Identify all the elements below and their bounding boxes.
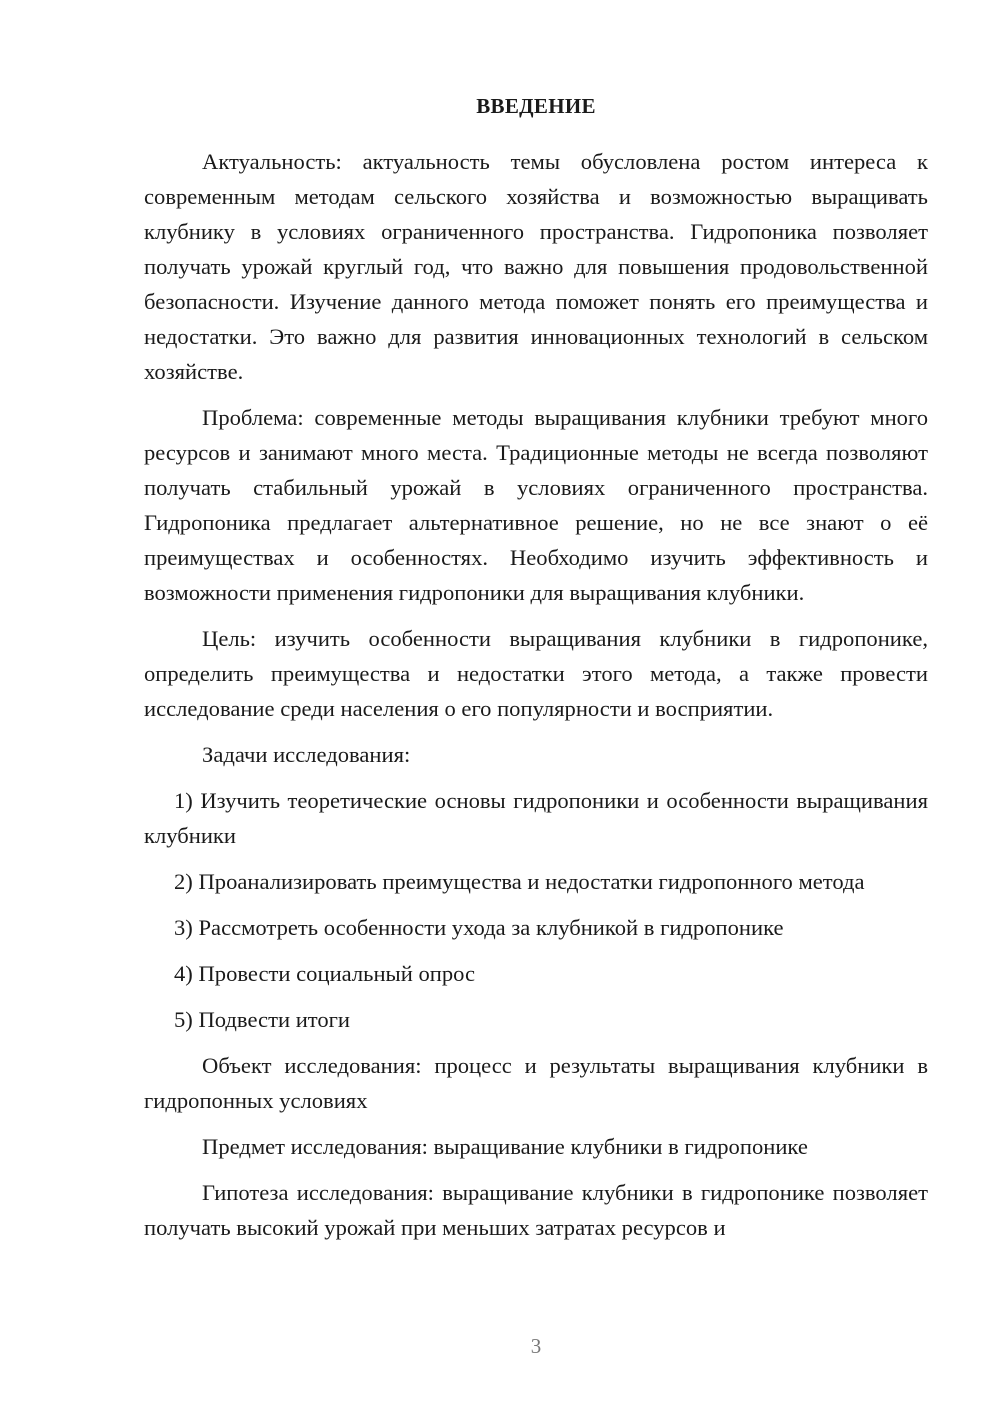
task-item: 4) Провести социальный опрос bbox=[174, 961, 476, 986]
paragraph-relevance: Актуальность: актуальность темы обусловлена ростом интереса к современным методам сельского хозяйства и возможностью выращивать клубнику в условиях ограниченного пространства. Гидропоника позволяет получать урожай круглый год, что важно для повышения продовольственной безопасности. Изучение данного метода поможет понять его преимущества и недостатки. Это важно для развития инновационных технологий в сельском хозяйстве. bbox=[144, 149, 928, 384]
page-title: ВВЕДЕНИЕ bbox=[476, 94, 596, 118]
paragraph-tasks-heading: Задачи исследования: bbox=[202, 742, 411, 767]
page-number: 3 bbox=[530, 1334, 542, 1358]
task-item: 5) Подвести итоги bbox=[174, 1007, 351, 1032]
task-item: 1) Изучить теоретические основы гидропоники и особенности выращивания клубники bbox=[144, 788, 928, 848]
paragraph-hypothesis: Гипотеза исследования: выращивание клубники в гидропонике позволяет получать высокий урожай при меньших затратах ресурсов и bbox=[144, 1180, 928, 1240]
task-item: 2) Проанализировать преимущества и недостатки гидропонного метода bbox=[174, 869, 865, 894]
paragraph-goal: Цель: изучить особенности выращивания клубники в гидропонике, определить преимущества и недостатки этого метода, а также провести исследование среди населения о его популярности и восприятии. bbox=[144, 626, 928, 721]
document-body bbox=[144, 144, 928, 1256]
task-item: 3) Рассмотреть особенности ухода за клубникой в гидропонике bbox=[174, 915, 784, 940]
paragraph-problem: Проблема: современные методы выращивания клубники требуют много ресурсов и занимают много места. Традиционные методы не всегда позволяют получать стабильный урожай в условиях ограниченного пространства. Гидропоника предлагает альтернативное решение, но не все знают о её преимуществах и особенностях. Необходимо изучить эффективность и возможности применения гидропоники для выращивания клубники. bbox=[144, 405, 928, 605]
paragraph-object: Объект исследования: процесс и результаты выращивания клубники в гидропонных условиях bbox=[144, 1053, 928, 1113]
paragraph-subject: Предмет исследования: выращивание клубники в гидропонике bbox=[202, 1134, 808, 1159]
